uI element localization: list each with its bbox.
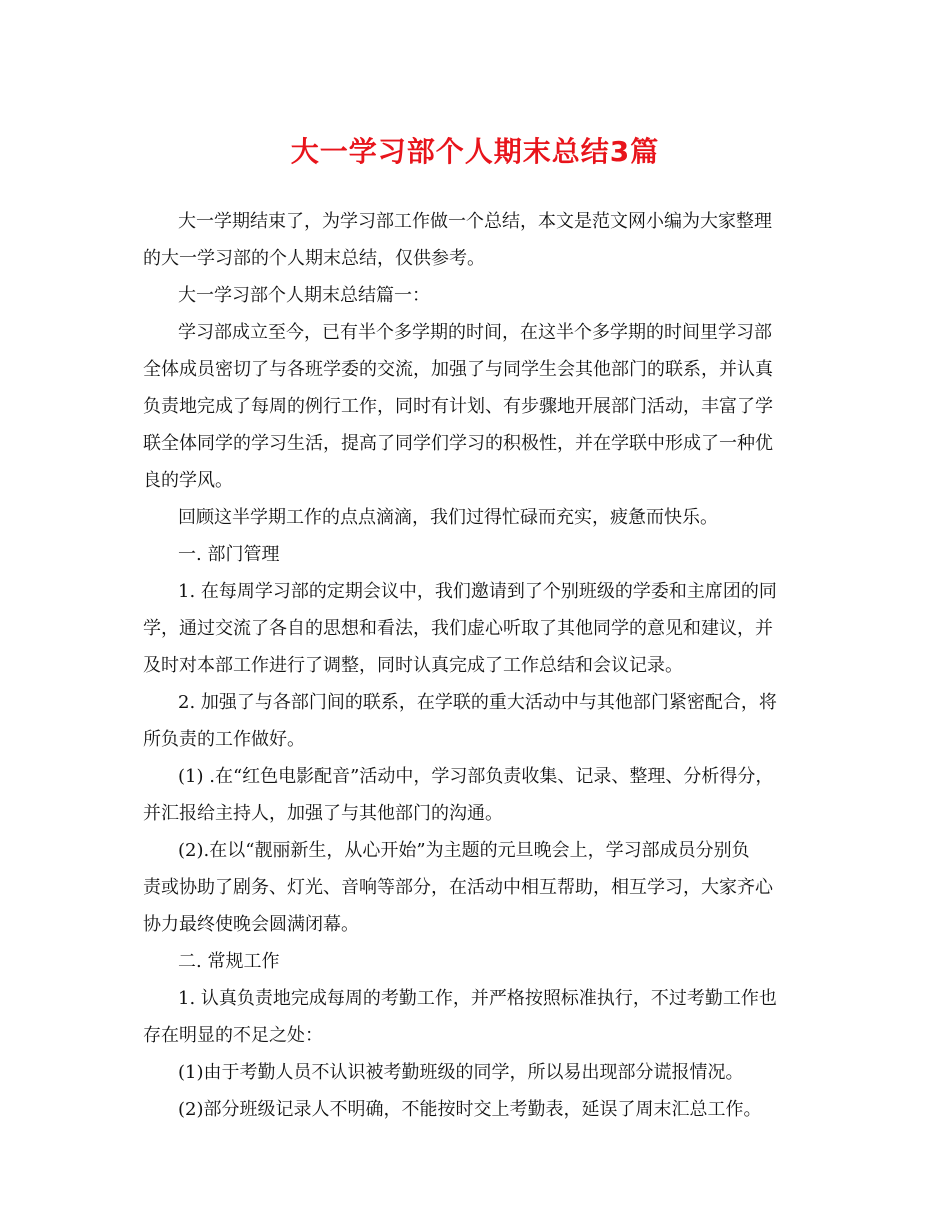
paragraph-line: 的大一学习部的个人期末总结，仅供参考。	[143, 248, 485, 269]
paragraph-line: 2. 加强了与各部门间的联系，在学联的重大活动中与其他部门紧密配合，将	[178, 692, 777, 713]
section-heading: 二. 常规工作	[178, 951, 280, 972]
paragraph-line: 存在明显的不足之处：	[143, 1025, 323, 1046]
paragraph-line: 1. 在每周学习部的定期会议中，我们邀请到了个别班级的学委和主席团的同	[178, 581, 777, 602]
paragraph-line: 责或协助了剧务、灯光、音响等部分，在活动中相互帮助，相互学习，大家齐心	[143, 877, 773, 898]
paragraph-line: (1) .在“红色电影配音”活动中，学习部负责收集、记录、整理、分析得分，	[178, 766, 774, 787]
paragraph-line: 并汇报给主持人，加强了与其他部门的沟通。	[143, 803, 503, 824]
paragraph-line: 所负责的工作做好。	[143, 729, 305, 750]
paragraph-line: 及时对本部工作进行了调整，同时认真完成了工作总结和会议记录。	[143, 655, 683, 676]
section-heading: 大一学习部个人期末总结篇一：	[178, 285, 430, 306]
paragraph-line: (1)由于考勤人员不认识被考勤班级的同学，所以易出现部分谎报情况。	[178, 1062, 744, 1083]
paragraph-line: 1. 认真负责地完成每周的考勤工作，并严格按照标准执行，不过考勤工作也	[178, 988, 777, 1009]
paragraph-line: (2)部分班级记录人不明确，不能按时交上考勤表，延误了周末汇总工作。	[178, 1099, 762, 1120]
paragraph-line: 学习部成立至今，已有半个多学期的时间，在这半个多学期的时间里学习部	[178, 322, 772, 343]
paragraph-line: 负责地完成了每周的例行工作，同时有计划、有步骤地开展部门活动，丰富了学	[143, 396, 773, 417]
paragraph-line: (2).在以“靓丽新生，从心开始”为主题的元旦晚会上，学习部成员分别负	[178, 840, 750, 861]
document-title: 大一学习部个人期末总结3篇	[290, 135, 660, 168]
paragraph-line: 协力最终使晚会圆满闭幕。	[143, 914, 359, 935]
paragraph-line: 全体成员密切了与各班学委的交流，加强了与同学生会其他部门的联系，并认真	[143, 359, 773, 380]
section-heading: 一. 部门管理	[178, 544, 280, 565]
paragraph-line: 联全体同学的学习生活，提高了同学们学习的积极性，并在学联中形成了一种优	[143, 433, 773, 454]
paragraph-line: 大一学期结束了，为学习部工作做一个总结，本文是范文网小编为大家整理	[178, 211, 772, 232]
paragraph-line: 学，通过交流了各自的思想和看法，我们虚心听取了其他同学的意见和建议，并	[143, 618, 773, 639]
paragraph-line: 良的学风。	[143, 470, 233, 491]
paragraph-line: 回顾这半学期工作的点点滴滴，我们过得忙碌而充实，疲惫而快乐。	[178, 507, 718, 528]
